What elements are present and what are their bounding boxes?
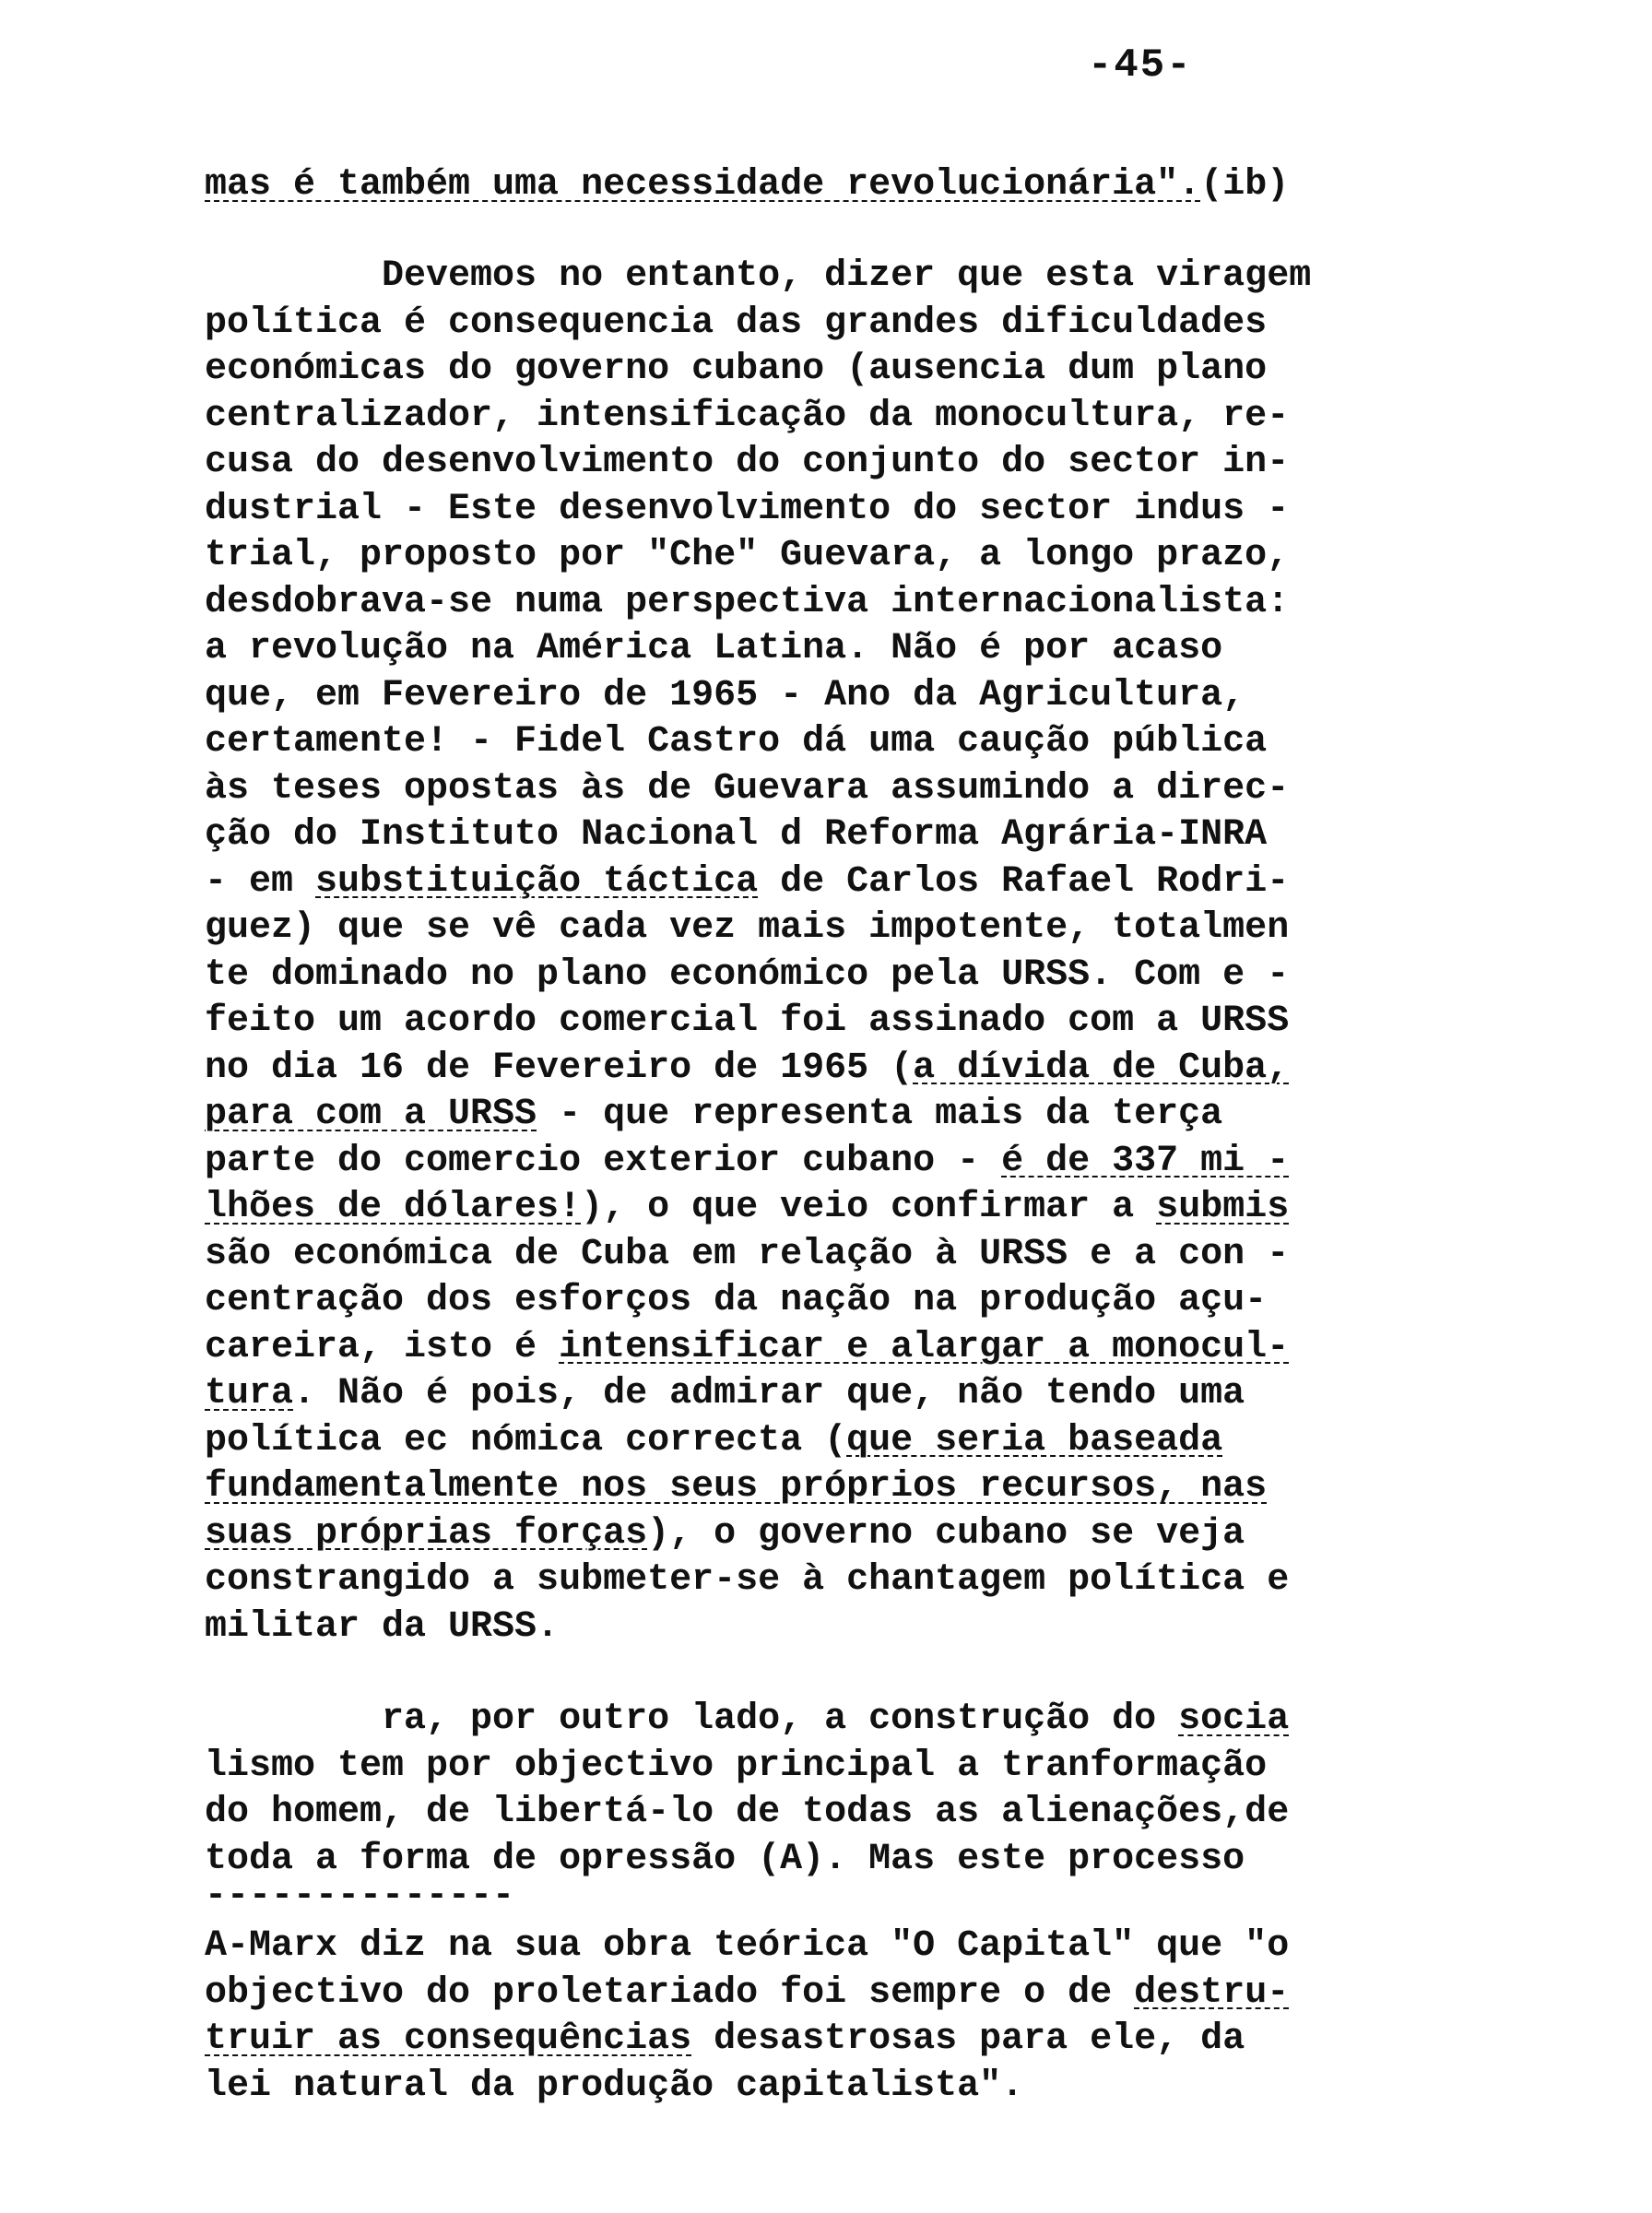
text-segment: lei natural da produção capitalista". [205, 2065, 1024, 2107]
text-line [205, 999, 1458, 1046]
text-segment: centralizador, intensificação da monocultura, re- [205, 395, 1290, 437]
text-segment: desdobrava-se numa perspectiva internacionalista: [205, 581, 1290, 623]
text-segment: a revolução na América Latina. Não é por acaso [205, 628, 1223, 669]
text-segment: A-Marx diz na sua obra teórica "O Capital" que "o [205, 1925, 1290, 1967]
text-line [205, 1046, 1458, 1093]
text-line [205, 301, 1458, 348]
underlined-text: a dívida de Cuba, [913, 1047, 1290, 1089]
text-segment: constrangido a submeter-se à chantagem política e [205, 1559, 1290, 1601]
text-segment: económicas do governo cubano (ausencia dum plano [205, 349, 1268, 390]
text-segment: do homem, de libertá-lo de todas as alienações,de [205, 1792, 1290, 1833]
text-segment: ), o governo cubano se veja [647, 1512, 1245, 1555]
text-line [205, 1511, 1458, 1558]
text-segment: careira, isto é [205, 1326, 560, 1368]
text-line [205, 2017, 1458, 2064]
text-line [205, 859, 1458, 906]
text-segment: objectivo do proletariado foi sempre o de [205, 1971, 1135, 2014]
underlined-text: submis [1156, 1187, 1290, 1228]
underlined-text: fundamentalmente nos seus próprios recursos, nas [205, 1466, 1268, 1508]
text-segment: - que representa mais da terça [537, 1094, 1223, 1135]
text-line [205, 394, 1458, 441]
text-line [205, 1232, 1458, 1279]
underlined-text: para com a URSS [205, 1094, 537, 1135]
underlined-text: destru- [1134, 1971, 1290, 2014]
text-line [205, 1278, 1458, 1325]
text-line [205, 719, 1458, 766]
underlined-text: intensificar e alargar a monocul- [559, 1326, 1290, 1368]
text-segment: te dominado no plano económico pela URSS. Com e - [205, 953, 1290, 996]
underlined-text: substituição táctica [315, 860, 759, 903]
paragraph-politics [205, 254, 1458, 1651]
text-segment: - em [205, 860, 316, 903]
footnote [205, 1923, 1458, 2110]
underlined-quote-text: mas é também uma necessidade revolucionária". [205, 164, 1201, 206]
underlined-text: é de 337 mi - [1001, 1140, 1290, 1182]
page-number: -45- [1088, 42, 1193, 89]
text-segment: que, em Fevereiro de 1965 - Ano da Agricultura, [205, 674, 1245, 716]
text-line [205, 1185, 1458, 1232]
underlined-text: truir as consequências [205, 2018, 692, 2060]
text-line [205, 580, 1458, 627]
text-line [205, 766, 1458, 813]
text-line [205, 1464, 1458, 1511]
text-segment: dustrial - Este desenvolvimento do sector indus - [205, 488, 1290, 530]
text-line [205, 440, 1458, 487]
footnote-separator: -------------- [205, 1876, 515, 1917]
text-line [205, 254, 1458, 301]
text-segment: ção do Instituto Nacional d Reforma Agrária-INRA [205, 814, 1268, 856]
text-line [205, 1139, 1458, 1186]
text-segment: ra, por outro lado, a construção do [205, 1698, 1179, 1740]
text-line [205, 1092, 1458, 1139]
text-line [205, 1325, 1458, 1372]
text-segment: no dia 16 de Fevereiro de 1965 ( [205, 1047, 914, 1089]
underlined-text: suas próprias forças [205, 1512, 648, 1555]
text-segment: Devemos no entanto, dizer que esta viragem [205, 255, 1312, 297]
text-line [205, 347, 1458, 394]
text-line [205, 1970, 1458, 2018]
text-segment: militar da URSS. [205, 1605, 560, 1648]
text-line [205, 1557, 1458, 1604]
text-line [205, 2064, 1458, 2111]
text-segment: parte do comercio exterior cubano - [205, 1140, 1002, 1182]
text-line [205, 1697, 1458, 1744]
underlined-text: socia [1178, 1698, 1290, 1740]
text-line [205, 1790, 1458, 1837]
text-segment: cusa do desenvolvimento do conjunto do sector in- [205, 442, 1290, 483]
text-line [205, 1604, 1458, 1651]
underlined-text: que seria baseada [846, 1419, 1223, 1462]
underlined-text: lhões de dólares! [205, 1187, 582, 1228]
text-segment: política é consequencia das grandes dificuldades [205, 302, 1268, 344]
text-segment: guez) que se vê cada vez mais impotente, totalmen [205, 907, 1290, 949]
citation-reference: (ib) [1200, 164, 1290, 206]
text-line [205, 1371, 1458, 1418]
text-line [205, 953, 1458, 1000]
text-line [205, 533, 1458, 580]
text-segment: toda a forma de opressão (A). Mas este processo [205, 1838, 1245, 1880]
text-line [205, 1923, 1458, 1970]
text-segment: lismo tem por objectivo principal a tranformação [205, 1745, 1268, 1787]
text-segment: política ec nómica correcta ( [205, 1419, 847, 1462]
text-segment: ), o que veio confirmar a [581, 1187, 1157, 1228]
text-line [205, 1744, 1458, 1791]
text-segment: trial, proposto por "Che" Guevara, a longo prazo, [205, 535, 1290, 576]
text-line [205, 487, 1458, 534]
text-line [205, 673, 1458, 720]
text-segment: são económica de Cuba em relação à URSS e a con - [205, 1233, 1290, 1275]
text-segment: certamente! - Fidel Castro dá uma caução pública [205, 721, 1268, 763]
text-segment: feito um acordo comercial foi assinado com a URSS [205, 1000, 1290, 1042]
paragraph-socialism [205, 1697, 1458, 1883]
text-line [205, 1418, 1458, 1465]
text-segment: de Carlos Rafael Rodri- [758, 860, 1290, 903]
underlined-text: tura [205, 1373, 294, 1414]
text-segment: . Não é pois, de admirar que, não tendo uma [293, 1373, 1245, 1414]
text-line [205, 812, 1458, 859]
continued-quote-line [205, 162, 1458, 209]
text-line [205, 905, 1458, 953]
text-segment: às teses opostas às de Guevara assumindo a direc- [205, 767, 1290, 810]
text-segment: desastrosas para ele, da [691, 2018, 1245, 2060]
text-segment: centração dos esforços da nação na produção açu- [205, 1280, 1268, 1321]
text-line [205, 626, 1458, 673]
